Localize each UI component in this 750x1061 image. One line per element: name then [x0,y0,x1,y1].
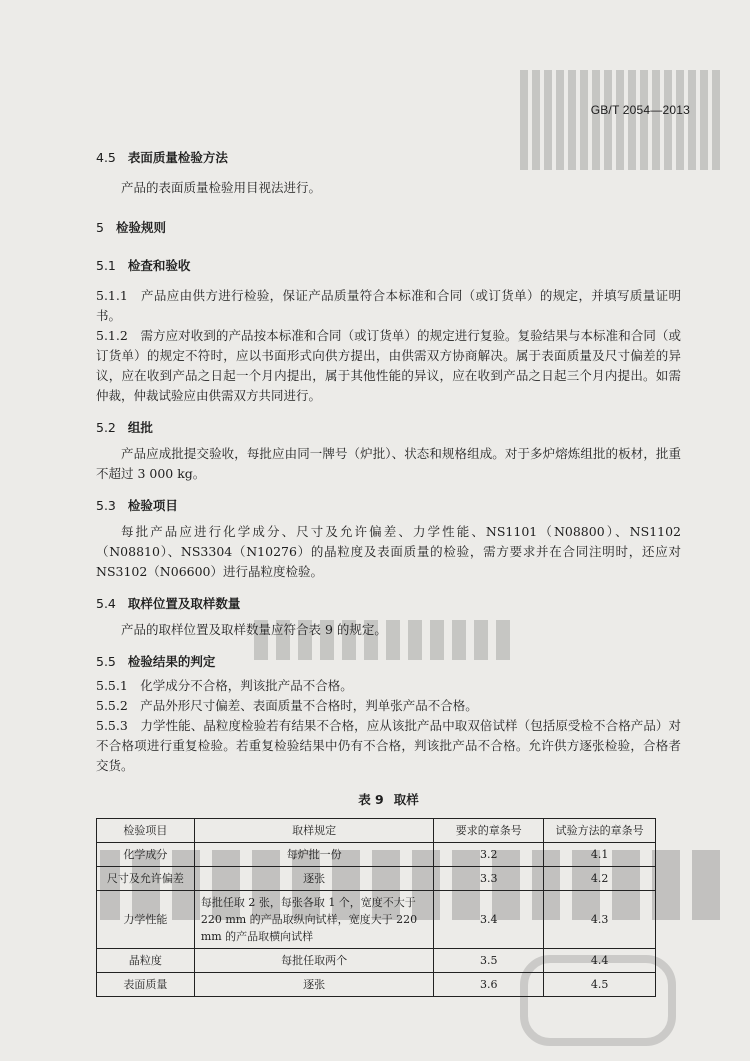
paragraph: 产品的取样位置及取样数量应符合表 9 的规定。 [121,622,387,637]
paragraph: 5.1.1 产品应由供方进行检验，保证产品质量符合本标准和合同（或订货单）的规定，并填写质量证明书。 [96,288,681,323]
section-number: 5.2 [96,420,116,435]
table-header: 取样规定 [194,819,434,843]
table-row [97,867,656,891]
table-header-row [97,819,656,843]
table-cell: 3.4 [434,891,544,949]
table-title: 取样 [393,792,419,807]
table-label: 表 9 [358,792,384,807]
table-row [97,973,656,997]
section-number: 4.5 [96,150,116,165]
table-row [97,843,656,867]
section-heading [96,150,681,166]
table-cell: 逐张 [194,867,434,891]
table-header: 要求的章条号 [434,819,544,843]
section-title: 检验项目 [127,498,178,513]
table-cell: 表面质量 [97,973,195,997]
section-title: 组批 [127,420,153,435]
table-cell: 4.3 [544,891,656,949]
section-number: 5.3 [96,498,116,513]
paragraph: 5.5.3 力学性能、晶粒度检验若有结果不合格，应从该批产品中取双倍试样（包括原受检不合格产品）对不合格项进行重复检验。若重复检验结果中仍有不合格，判该批产品不合格。允许供方逐张检验，合格者交货。 [96,718,681,773]
table-header: 检验项目 [97,819,195,843]
paragraph: 5.5.2 产品外形尺寸偏差、表面质量不合格时，判单张产品不合格。 [96,698,478,713]
table-caption [96,790,681,808]
table-cell: 力学性能 [97,891,195,949]
paragraph: 产品的表面质量检验用目视法进行。 [121,180,322,195]
section-title: 取样位置及取样数量 [127,596,241,611]
section-number: 5.1 [96,258,116,273]
section-title: 检查和验收 [127,258,191,273]
section-number: 5.5 [96,654,116,669]
section-title: 检验结果的判定 [127,654,216,669]
section-heading [96,654,681,670]
document-body [96,150,681,997]
table-cell: 化学成分 [97,843,195,867]
table-cell: 4.1 [544,843,656,867]
section-title: 表面质量检验方法 [127,150,228,165]
paragraph: 产品应成批提交验收，每批应由同一牌号（炉批）、状态和规格组成。对于多炉熔炼组批的板材，批重不超过 3 000 kg。 [96,446,681,481]
section-heading [96,596,681,612]
table-header: 试验方法的章条号 [544,819,656,843]
sampling-table [96,818,656,997]
table-cell: 每炉批一份 [194,843,434,867]
table-cell: 3.3 [434,867,544,891]
paragraph: 5.5.1 化学成分不合格，判该批产品不合格。 [96,678,353,693]
section-number: 5.4 [96,596,116,611]
table-row [97,891,656,949]
table-row [97,949,656,973]
section-heading [96,420,681,436]
table-cell: 4.4 [544,949,656,973]
standard-code: GB/T 2054—2013 [590,103,690,117]
table-cell: 每批任取 2 张，每张各取 1 个，宽度不大于 220 mm 的产品取纵向试样，宽度大于 220 mm 的产品取横向试样 [194,891,434,949]
section-heading [96,498,681,514]
table-cell: 4.2 [544,867,656,891]
paragraph: 5.1.2 需方应对收到的产品按本标准和合同（或订货单）的规定进行复验。复验结果与本标准和合同（或订货单）的规定不符时，应以书面形式向供方提出，由供需双方协商解决。属于表面质量及尺寸偏差的异议，应在收到产品之日起一个月内提出，属于其他性能的异议，应在收到产品之日起三个月内提出。如需仲裁，仲裁试验应由供需双方共同进行。 [96,328,681,403]
table-cell: 晶粒度 [97,949,195,973]
table-cell: 3.2 [434,843,544,867]
chapter-heading [96,220,681,236]
table-cell: 每批任取两个 [194,949,434,973]
table-cell: 3.5 [434,949,544,973]
chapter-title: 检验规则 [115,220,166,235]
table-cell: 3.6 [434,973,544,997]
section-heading [96,258,681,274]
chapter-number: 5 [96,220,104,235]
paragraph: 每批产品应进行化学成分、尺寸及允许偏差、力学性能、NS1101（N08800）、NS1102（N08810）、NS3304（N10276）的晶粒度及表面质量的检验，需方要求并在合同注明时，还应对 NS3102（N06600）进行晶粒度检验。 [96,524,681,579]
table-cell: 尺寸及允许偏差 [97,867,195,891]
table-cell: 4.5 [544,973,656,997]
table-cell: 逐张 [194,973,434,997]
